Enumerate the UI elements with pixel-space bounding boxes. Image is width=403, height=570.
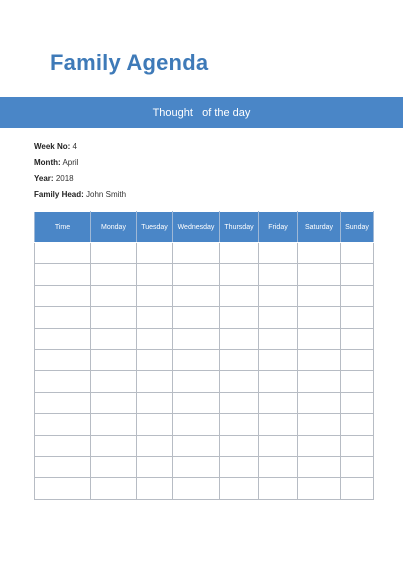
schedule-cell[interactable] xyxy=(35,435,91,456)
schedule-cell[interactable] xyxy=(173,264,220,285)
schedule-cell[interactable] xyxy=(35,307,91,328)
schedule-cell[interactable] xyxy=(35,456,91,477)
schedule-cell[interactable] xyxy=(259,328,298,349)
table-row xyxy=(35,307,374,328)
schedule-cell[interactable] xyxy=(91,435,137,456)
schedule-cell[interactable] xyxy=(173,371,220,392)
schedule-cell[interactable] xyxy=(91,371,137,392)
week-value: 4 xyxy=(72,142,77,151)
table-row xyxy=(35,392,374,413)
schedule-cell[interactable] xyxy=(137,371,173,392)
schedule-cell[interactable] xyxy=(259,307,298,328)
family-head-label: Family Head: xyxy=(34,190,84,199)
schedule-body xyxy=(35,243,374,500)
schedule-cell[interactable] xyxy=(91,307,137,328)
schedule-cell[interactable] xyxy=(173,435,220,456)
schedule-cell[interactable] xyxy=(173,414,220,435)
schedule-cell[interactable] xyxy=(91,392,137,413)
schedule-cell[interactable] xyxy=(341,307,374,328)
schedule-cell[interactable] xyxy=(91,264,137,285)
column-header-monday: Monday xyxy=(91,212,137,243)
table-row xyxy=(35,478,374,499)
table-row xyxy=(35,285,374,306)
schedule-cell[interactable] xyxy=(341,285,374,306)
schedule-cell[interactable] xyxy=(137,478,173,499)
table-row xyxy=(35,414,374,435)
schedule-cell[interactable] xyxy=(91,285,137,306)
schedule-cell[interactable] xyxy=(91,478,137,499)
schedule-cell[interactable] xyxy=(173,307,220,328)
schedule-cell[interactable] xyxy=(341,349,374,370)
column-header-saturday: Saturday xyxy=(298,212,341,243)
schedule-cell[interactable] xyxy=(220,349,259,370)
schedule-cell[interactable] xyxy=(91,456,137,477)
schedule-cell[interactable] xyxy=(137,285,173,306)
schedule-cell[interactable] xyxy=(298,243,341,264)
schedule-cell[interactable] xyxy=(173,456,220,477)
table-row xyxy=(35,349,374,370)
schedule-cell[interactable] xyxy=(220,307,259,328)
table-row xyxy=(35,456,374,477)
table-row xyxy=(35,328,374,349)
schedule-cell[interactable] xyxy=(341,435,374,456)
table-row xyxy=(35,371,374,392)
schedule-cell[interactable] xyxy=(220,392,259,413)
schedule-cell[interactable] xyxy=(35,264,91,285)
schedule-cell[interactable] xyxy=(220,243,259,264)
schedule-cell[interactable] xyxy=(259,478,298,499)
week-label: Week No: xyxy=(34,142,71,151)
schedule-cell[interactable] xyxy=(298,371,341,392)
schedule-cell[interactable] xyxy=(341,456,374,477)
schedule-cell[interactable] xyxy=(341,328,374,349)
schedule-cell[interactable] xyxy=(173,392,220,413)
schedule-cell[interactable] xyxy=(259,414,298,435)
schedule-cell[interactable] xyxy=(35,328,91,349)
schedule-cell[interactable] xyxy=(91,349,137,370)
schedule-cell[interactable] xyxy=(298,435,341,456)
schedule-cell[interactable] xyxy=(35,243,91,264)
schedule-cell[interactable] xyxy=(173,285,220,306)
schedule-cell[interactable] xyxy=(298,392,341,413)
schedule-cell[interactable] xyxy=(137,414,173,435)
schedule-cell[interactable] xyxy=(298,264,341,285)
year-label: Year: xyxy=(34,174,54,183)
family-head-value: John Smith xyxy=(86,190,127,199)
schedule-cell[interactable] xyxy=(259,243,298,264)
schedule-cell[interactable] xyxy=(35,371,91,392)
schedule-cell[interactable] xyxy=(137,392,173,413)
schedule-cell[interactable] xyxy=(298,478,341,499)
column-header-wednesday: Wednesday xyxy=(173,212,220,243)
month-label: Month: xyxy=(34,158,61,167)
schedule-cell[interactable] xyxy=(173,243,220,264)
family-head-field xyxy=(34,190,126,199)
schedule-cell[interactable] xyxy=(35,349,91,370)
column-header-sunday: Sunday xyxy=(341,212,374,243)
schedule-cell[interactable] xyxy=(220,435,259,456)
schedule-cell[interactable] xyxy=(173,349,220,370)
schedule-cell[interactable] xyxy=(341,392,374,413)
schedule-cell[interactable] xyxy=(298,285,341,306)
schedule-cell[interactable] xyxy=(341,264,374,285)
schedule-cell[interactable] xyxy=(91,328,137,349)
year-field xyxy=(34,174,74,183)
schedule-cell[interactable] xyxy=(298,456,341,477)
column-header-thursday: Thursday xyxy=(220,212,259,243)
schedule-cell[interactable] xyxy=(220,414,259,435)
month-field xyxy=(34,158,78,167)
schedule-cell[interactable] xyxy=(220,285,259,306)
weekly-schedule-table xyxy=(34,211,374,500)
schedule-cell[interactable] xyxy=(91,414,137,435)
schedule-cell[interactable] xyxy=(298,307,341,328)
schedule-cell[interactable] xyxy=(35,392,91,413)
year-value: 2018 xyxy=(55,174,74,183)
table-header-row xyxy=(35,212,374,243)
schedule-cell[interactable] xyxy=(173,328,220,349)
schedule-cell[interactable] xyxy=(173,478,220,499)
column-header-friday: Friday xyxy=(259,212,298,243)
schedule-cell[interactable] xyxy=(220,264,259,285)
table-row xyxy=(35,243,374,264)
schedule-cell[interactable] xyxy=(341,243,374,264)
schedule-cell[interactable] xyxy=(137,349,173,370)
schedule-cell[interactable] xyxy=(259,392,298,413)
schedule-cell[interactable] xyxy=(137,328,173,349)
schedule-cell[interactable] xyxy=(298,349,341,370)
schedule-cell[interactable] xyxy=(259,264,298,285)
schedule-cell[interactable] xyxy=(137,264,173,285)
schedule-cell[interactable] xyxy=(259,456,298,477)
schedule-cell[interactable] xyxy=(259,349,298,370)
column-header-time: Time xyxy=(35,212,91,243)
thought-of-the-day-banner: Thought of the day xyxy=(0,97,403,128)
schedule-cell[interactable] xyxy=(341,371,374,392)
column-header-tuesday: Tuesday xyxy=(137,212,173,243)
month-value: April xyxy=(62,158,79,167)
schedule-cell[interactable] xyxy=(298,328,341,349)
schedule-cell[interactable] xyxy=(137,435,173,456)
schedule-cell[interactable] xyxy=(259,435,298,456)
schedule-cell[interactable] xyxy=(35,414,91,435)
page-title: Family Agenda xyxy=(50,50,209,75)
schedule-cell[interactable] xyxy=(298,414,341,435)
schedule-cell[interactable] xyxy=(259,285,298,306)
schedule-cell[interactable] xyxy=(220,328,259,349)
schedule-cell[interactable] xyxy=(137,456,173,477)
schedule-cell[interactable] xyxy=(137,307,173,328)
schedule-cell[interactable] xyxy=(35,478,91,499)
schedule-cell[interactable] xyxy=(259,371,298,392)
week-field xyxy=(34,142,77,151)
schedule-cell[interactable] xyxy=(341,478,374,499)
schedule-cell[interactable] xyxy=(220,371,259,392)
table-row xyxy=(35,435,374,456)
schedule-cell[interactable] xyxy=(91,243,137,264)
schedule-cell[interactable] xyxy=(137,243,173,264)
schedule-cell[interactable] xyxy=(220,478,259,499)
schedule-cell[interactable] xyxy=(35,285,91,306)
schedule-cell[interactable] xyxy=(341,414,374,435)
table-row xyxy=(35,264,374,285)
schedule-cell[interactable] xyxy=(220,456,259,477)
